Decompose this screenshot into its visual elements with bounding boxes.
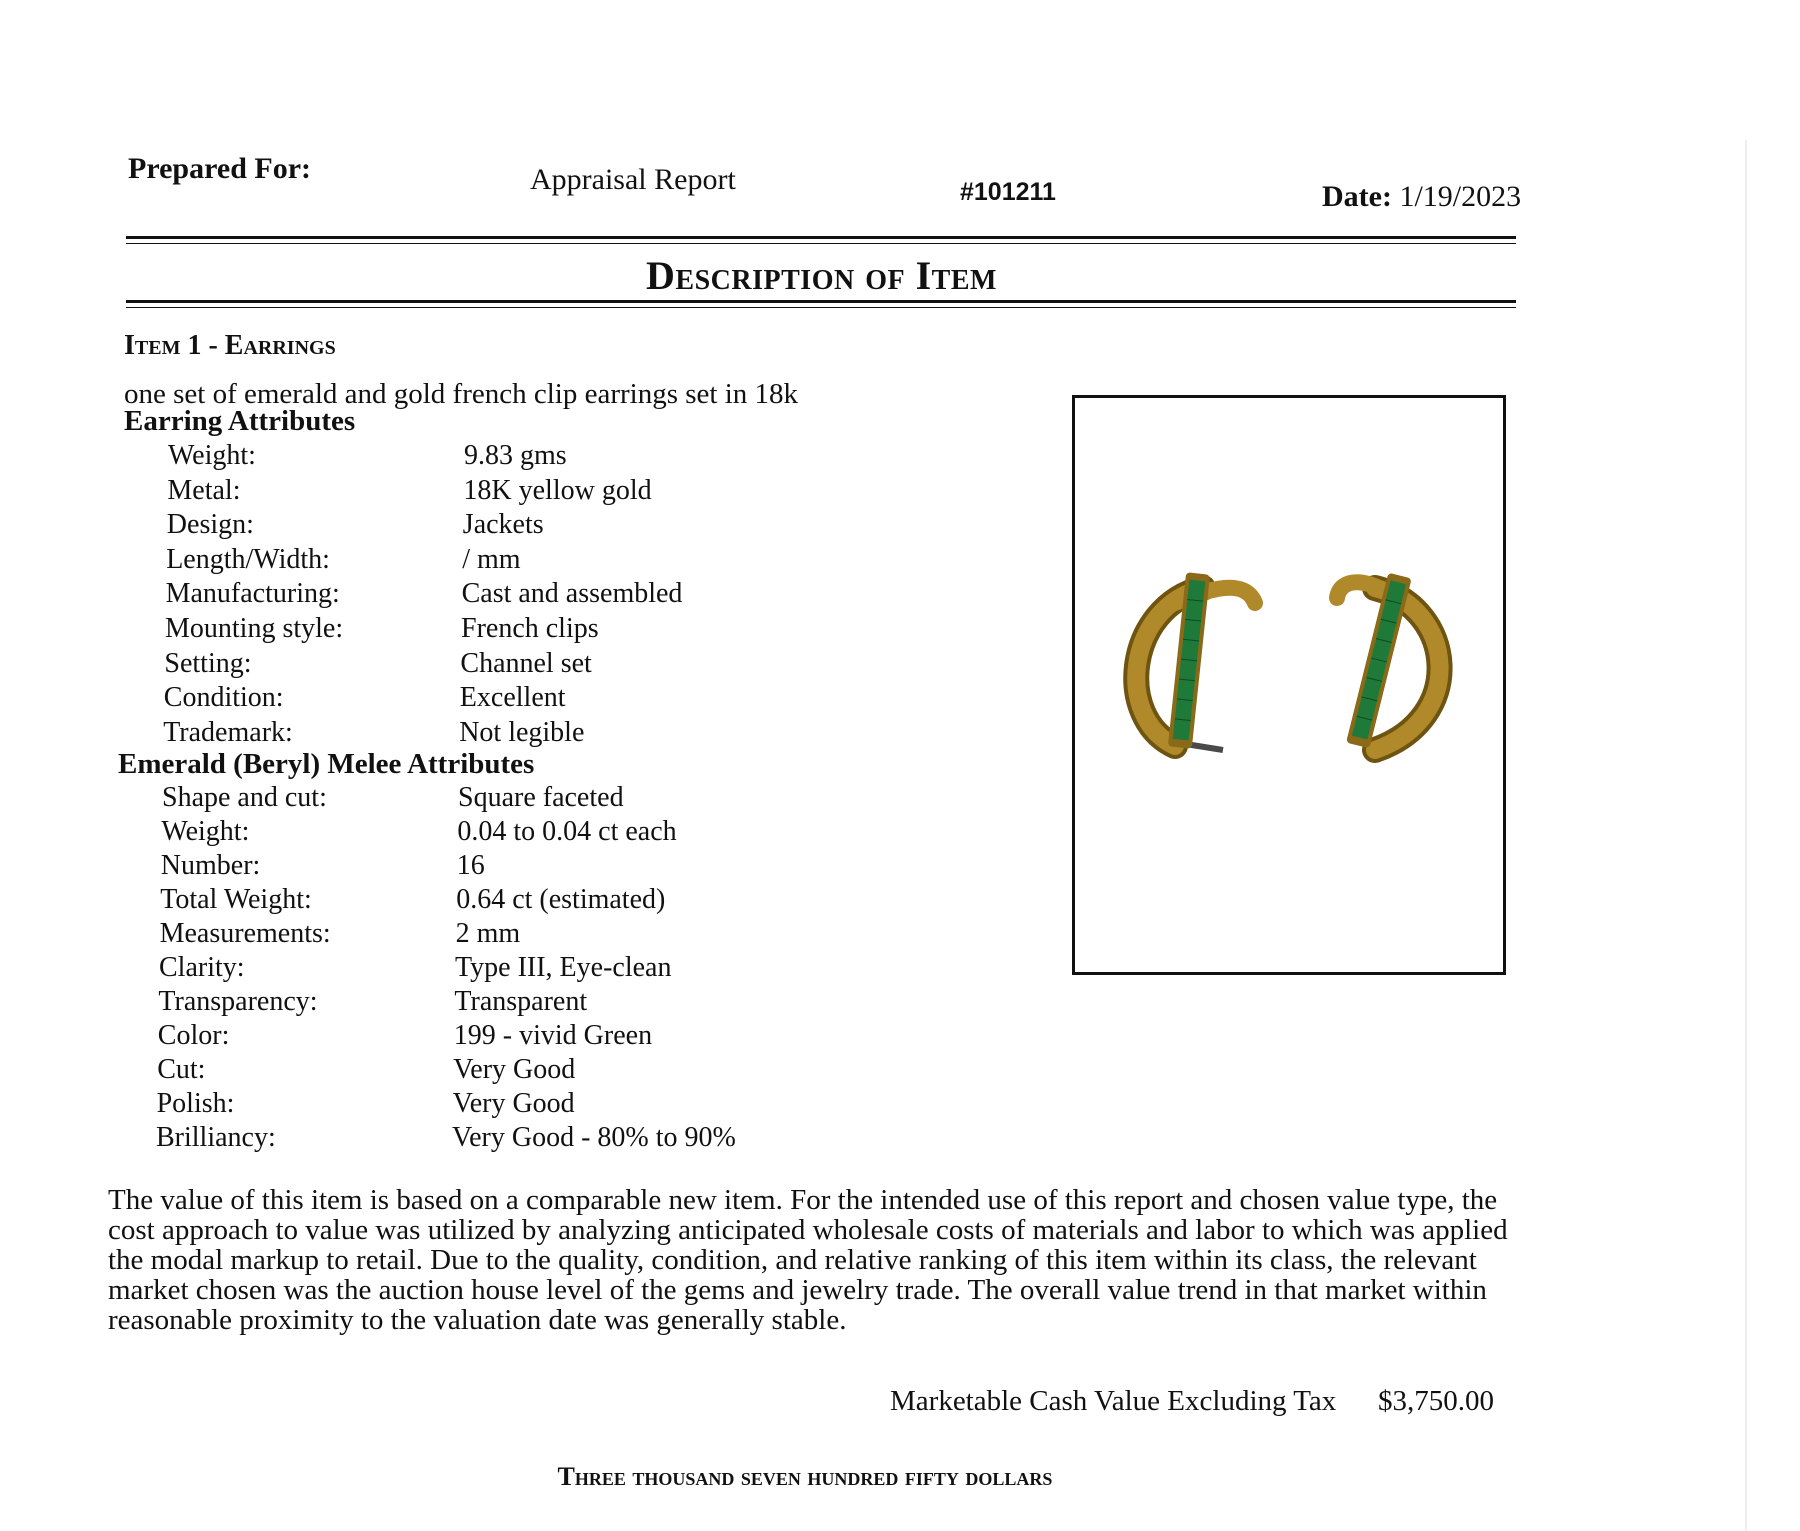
date-value: 1/19/2023: [1399, 180, 1522, 213]
attribute-value: Jackets: [462, 509, 544, 541]
attribute-label: Measurements:: [159, 918, 331, 949]
report-title: Appraisal Report: [530, 163, 736, 196]
attribute-value: / mm: [462, 543, 521, 575]
attribute-label: Clarity:: [159, 952, 245, 983]
item-title: Item 1 - Earrings: [124, 330, 336, 361]
amount-in-words: Three thousand seven hundred fifty dollars: [557, 1462, 1053, 1491]
item-description: one set of emerald and gold french clip earrings set in 18k: [124, 378, 799, 410]
attribute-label: Weight:: [168, 440, 256, 471]
attribute-value: Not legible: [459, 716, 585, 748]
attribute-value: 0.64 ct (estimated): [456, 884, 666, 915]
right-earring-image: [1337, 573, 1440, 750]
attribute-label: Setting:: [164, 647, 252, 679]
attribute-value: Square faceted: [458, 782, 624, 813]
attribute-label: Length/Width:: [166, 543, 330, 575]
report-date: [1322, 180, 1521, 214]
cash-value-amount: $3,750.00: [1378, 1385, 1494, 1417]
bottom-rule-thin: [126, 307, 1516, 308]
earring-photo-frame: [1072, 395, 1506, 975]
attribute-label: Trademark:: [163, 716, 293, 748]
attribute-label: Number:: [160, 850, 261, 881]
attribute-label: Shape and cut:: [162, 782, 327, 813]
attribute-label: Total Weight:: [160, 884, 312, 915]
attribute-value: Very Good: [453, 1054, 576, 1085]
attribute-value: 0.04 to 0.04 ct each: [457, 816, 677, 847]
left-earring-image: [1136, 572, 1255, 750]
top-rule-thin: [126, 243, 1516, 244]
attribute-label: Polish:: [156, 1088, 235, 1119]
earring-photo: [1075, 398, 1503, 972]
attribute-label: Brilliancy:: [156, 1122, 276, 1153]
attribute-value: Transparent: [454, 986, 588, 1017]
section-title: Description of Item: [646, 253, 997, 298]
attribute-value: Excellent: [459, 682, 566, 714]
attribute-value: Cast and assembled: [461, 578, 683, 610]
cash-value-label: Marketable Cash Value Excluding Tax: [890, 1385, 1337, 1417]
attribute-value: French clips: [461, 613, 599, 644]
attribute-value: Very Good: [452, 1088, 575, 1119]
attribute-value: Very Good - 80% to 90%: [452, 1122, 736, 1153]
attribute-value: 2 mm: [455, 918, 521, 949]
attribute-value: 199 - vivid Green: [453, 1020, 653, 1051]
valuation-paragraph: The value of this item is based on a comparable new item. For the intended use of this report and chosen value type, the cost approach to value was utilized by analyzing anticipated wholesale costs of materials and labor to which was applied the modal markup to retail. Due to the quality, condition, and relative ranking of this item within its class, the relevant market chosen was the auction house level of the gems and jewelry trade. The overall value trend in that market within reasonable proximity to the valuation date was generally stable.: [108, 1184, 1508, 1336]
earring-attributes-heading: Earring Attributes: [124, 405, 356, 437]
attribute-label: Metal:: [167, 474, 241, 506]
attribute-value: Type III, Eye-clean: [455, 952, 672, 983]
attribute-value: 9.83 gms: [464, 440, 567, 471]
attribute-label: Design:: [166, 509, 254, 541]
page-edge: [1745, 140, 1747, 1531]
date-label: Date:: [1322, 180, 1392, 213]
attribute-label: Manufacturing:: [165, 578, 340, 610]
prepared-for-label: Prepared For:: [128, 152, 312, 185]
attribute-label: Weight:: [161, 816, 250, 847]
attribute-value: Channel set: [460, 647, 592, 679]
attribute-label: Condition:: [163, 682, 284, 714]
attribute-value: 16: [456, 850, 485, 881]
attribute-label: Transparency:: [158, 986, 318, 1017]
bottom-rule-thick: [126, 300, 1516, 303]
attribute-label: Color:: [157, 1020, 230, 1051]
emerald-attributes-heading: Emerald (Beryl) Melee Attributes: [118, 748, 535, 780]
attribute-label: Mounting style:: [165, 613, 344, 644]
top-rule-thick: [126, 236, 1516, 239]
attribute-value: 18K yellow gold: [463, 474, 652, 506]
report-number: #101211: [960, 178, 1056, 206]
attribute-label: Cut:: [157, 1054, 206, 1085]
